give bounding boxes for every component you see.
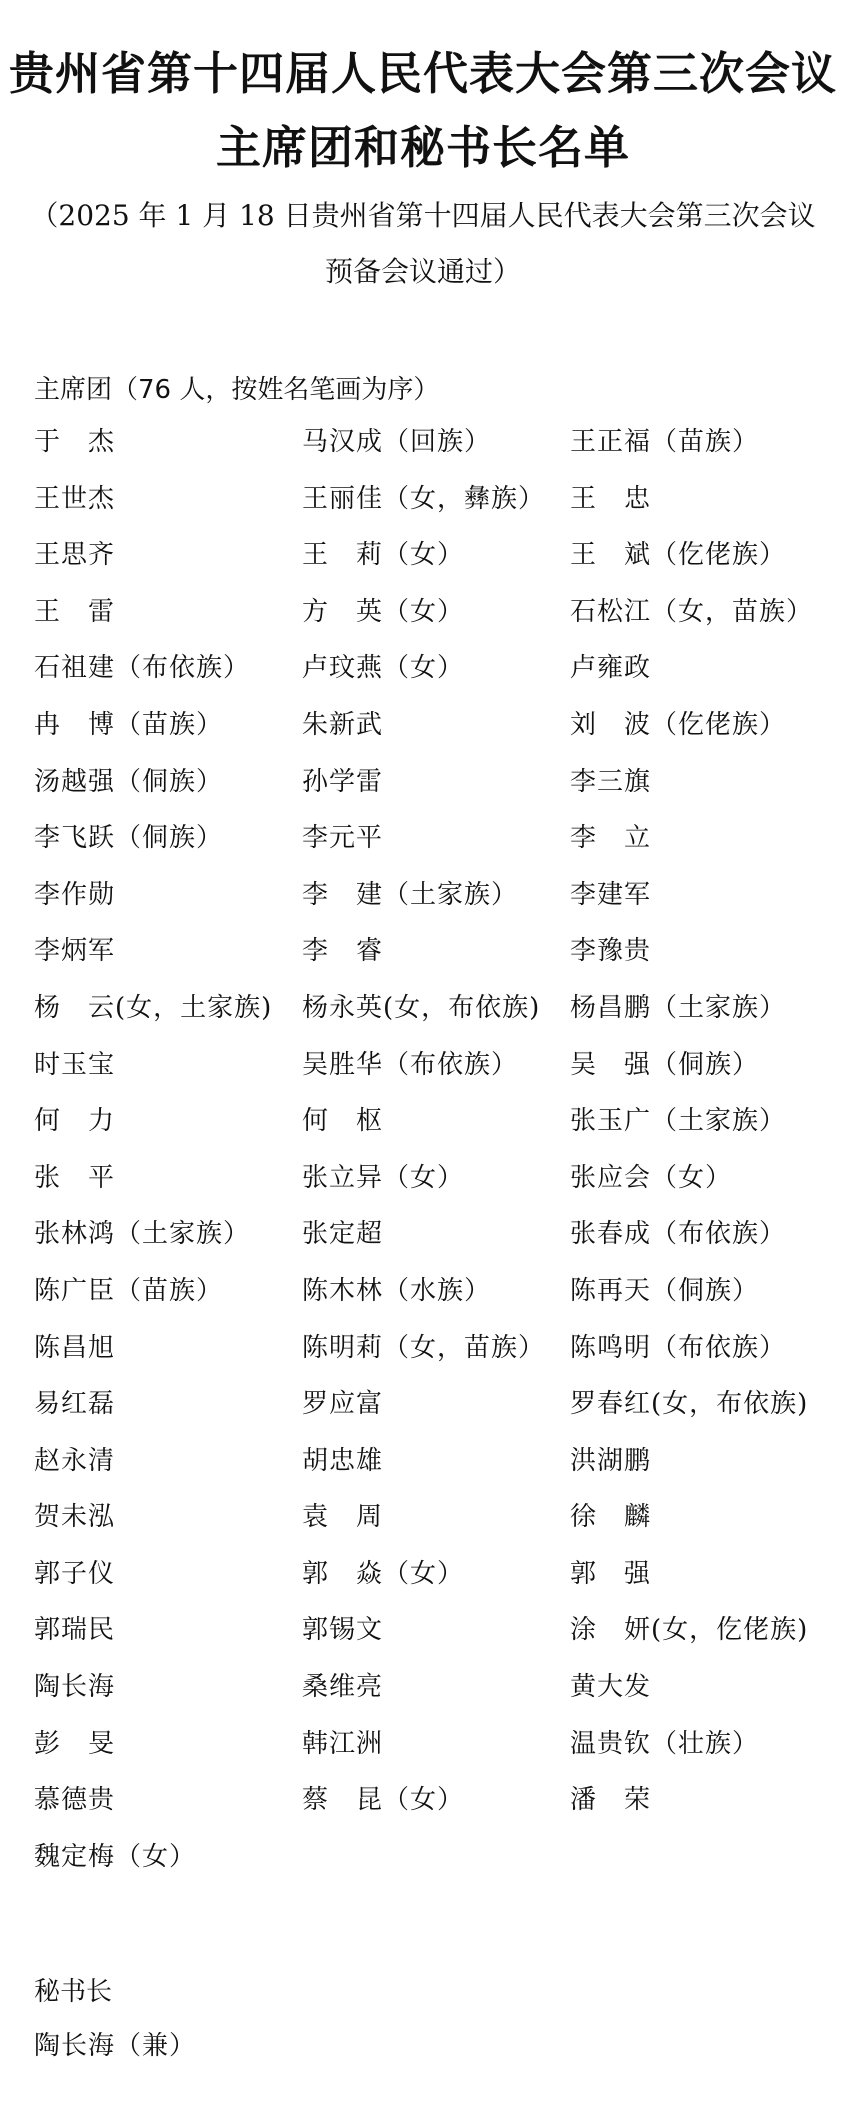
member-name: 张定超	[302, 1219, 384, 1250]
member-name: 杨昌鹏（土家族）	[570, 992, 787, 1023]
member-name: 李 建（土家族）	[302, 879, 519, 910]
member-name: 卢玟燕（女）	[302, 653, 465, 684]
member-name: 杨 云(女，土家族)	[34, 992, 273, 1023]
member-name: 魏定梅（女）	[34, 1841, 197, 1872]
member-name: 李元平	[302, 823, 384, 854]
member-name: 洪湖鹏	[570, 1445, 652, 1476]
member-name: 温贵钦（壮族）	[570, 1728, 760, 1759]
member-name: 郭 焱（女）	[302, 1558, 465, 1589]
member-name: 贺未泓	[34, 1502, 116, 1533]
member-name: 石祖建（布依族）	[34, 653, 251, 684]
member-name: 时玉宝	[34, 1049, 116, 1080]
member-name: 陈昌旭	[34, 1332, 116, 1363]
member-name: 桑维亮	[302, 1672, 384, 1703]
member-name: 王世杰	[34, 483, 116, 514]
member-name: 李飞跃（侗族）	[34, 823, 224, 854]
member-name: 易红磊	[34, 1389, 116, 1420]
member-name: 张玉广（土家族）	[570, 1106, 787, 1137]
member-name: 蔡 昆（女）	[302, 1785, 465, 1816]
member-name: 李三旗	[570, 766, 652, 797]
member-name: 胡忠雄	[302, 1445, 384, 1476]
member-name: 张林鸿（土家族）	[34, 1219, 251, 1250]
member-name: 李作勋	[34, 879, 116, 910]
member-name: 黄大发	[570, 1672, 652, 1703]
member-name: 于 杰	[34, 427, 116, 457]
member-name: 徐 麟	[570, 1502, 652, 1533]
subtitle-line-1: （2025 年 1 月 18 日贵州省第十四届人民代表大会第三次会议	[30, 199, 816, 232]
presidium-member-list	[34, 424, 834, 1895]
member-name: 马汉成（回族）	[302, 427, 492, 457]
member-name: 何 枢	[302, 1106, 384, 1137]
member-name: 陈明莉（女，苗族）	[302, 1332, 546, 1363]
member-name: 李 立	[570, 823, 652, 854]
member-name: 慕德贵	[34, 1785, 116, 1816]
member-name: 韩江洲	[302, 1728, 384, 1759]
member-name: 郭子仪	[34, 1558, 116, 1589]
member-name: 王丽佳（女，彝族）	[302, 483, 546, 514]
member-name: 王思齐	[34, 540, 116, 571]
secretary-general-name: 陶长海（兼）	[34, 2031, 197, 2061]
secretary-general-heading: 秘书长	[34, 1977, 113, 2007]
member-name: 陈广臣（苗族）	[34, 1275, 224, 1306]
member-name: 陶长海	[34, 1672, 116, 1703]
member-name: 孙学雷	[302, 766, 384, 797]
member-name: 卢雍政	[570, 653, 652, 684]
member-name: 方 英（女）	[302, 596, 465, 627]
member-name: 王 莉（女）	[302, 540, 465, 571]
member-name: 袁 周	[302, 1502, 384, 1533]
member-name: 王 忠	[570, 483, 652, 514]
member-name: 潘 荣	[570, 1785, 652, 1816]
member-name: 罗应富	[302, 1389, 384, 1420]
member-name: 吴胜华（布依族）	[302, 1049, 519, 1080]
member-name: 涂 妍(女，仡佬族)	[570, 1615, 809, 1646]
member-name: 张应会（女）	[570, 1162, 733, 1193]
member-name: 李 睿	[302, 936, 384, 967]
member-name: 朱新武	[302, 709, 384, 740]
member-name: 李炳军	[34, 936, 116, 967]
member-name: 汤越强（侗族）	[34, 766, 224, 797]
member-name: 赵永清	[34, 1445, 116, 1476]
member-name: 彭 旻	[34, 1728, 116, 1759]
member-name: 陈木林（水族）	[302, 1275, 492, 1306]
member-name: 张 平	[34, 1162, 116, 1193]
member-name: 吴 强（侗族）	[570, 1049, 760, 1080]
member-name: 郭锡文	[302, 1615, 384, 1646]
member-name: 王 斌（仡佬族）	[570, 540, 787, 571]
subtitle-line-2: 预备会议通过）	[324, 255, 521, 288]
member-name: 石松江（女，苗族）	[570, 596, 814, 627]
member-name: 王 雷	[34, 596, 116, 627]
member-name: 罗春红(女，布依族)	[570, 1389, 809, 1420]
member-name: 杨永英(女，布依族)	[302, 992, 541, 1023]
member-name: 郭 强	[570, 1558, 652, 1589]
member-name: 李建军	[570, 879, 652, 910]
member-name: 刘 波（仡佬族）	[570, 709, 787, 740]
member-name: 陈再天（侗族）	[570, 1275, 760, 1306]
presidium-heading: 主席团（76 人，按姓名笔画为序）	[34, 375, 440, 405]
title-line-1: 贵州省第十四届人民代表大会第三次会议	[8, 47, 837, 100]
member-name: 何 力	[34, 1106, 116, 1137]
member-name: 王正福（苗族）	[570, 427, 760, 457]
title-line-2: 主席团和秘书长名单	[215, 121, 630, 174]
member-name: 冉 博（苗族）	[34, 709, 224, 740]
member-name: 张春成（布依族）	[570, 1219, 787, 1250]
member-name: 张立异（女）	[302, 1162, 465, 1193]
member-name: 李豫贵	[570, 936, 652, 967]
member-name: 陈鸣明（布依族）	[570, 1332, 787, 1363]
member-name: 郭瑞民	[34, 1615, 116, 1646]
